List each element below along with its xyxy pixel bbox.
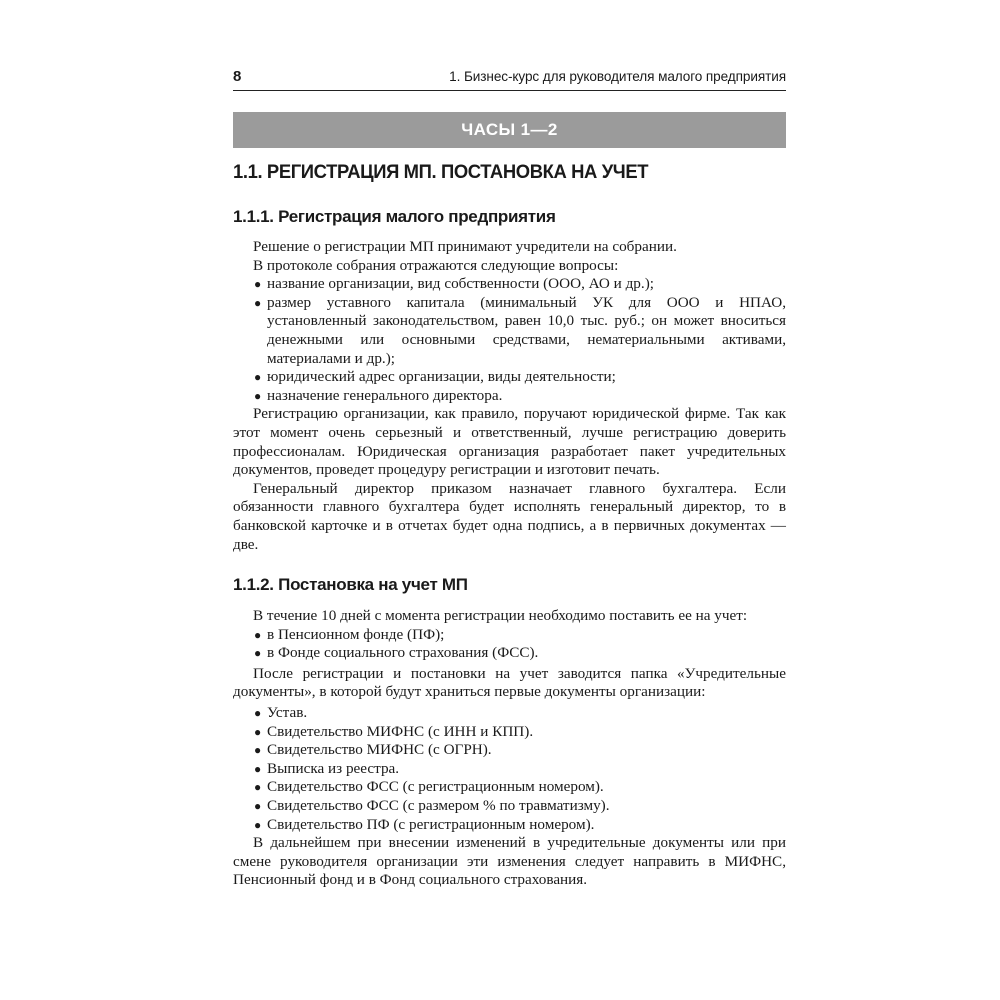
list-item: ● в Фонде социального страхования (ФСС).: [254, 644, 539, 662]
page-number: 8: [233, 68, 242, 85]
book-page: [233, 68, 786, 890]
bullet-icon: ●: [254, 743, 262, 758]
bullet-icon: ●: [254, 724, 262, 739]
running-head: [233, 68, 786, 91]
hours-banner: [233, 112, 786, 148]
bullet-list: [233, 275, 786, 405]
bullet-icon: ●: [254, 817, 262, 832]
documents-list: [233, 704, 786, 834]
list-item: ● назначение генерального директора.: [254, 386, 503, 404]
paragraph: После регистрации и постановки на учет заводится папка «Учредительные документы», в которой будут храниться первые документы организации:: [233, 664, 786, 701]
paragraph: Регистрацию организации, как правило, поручают юридической фирме. Так как этот момент очень серьезный и ответственный, лучше регистрацию доверить профессионалам. Юридическая организация разработает пакет учредительных документов, проведет процедуру регистрации и изготовит печать.: [233, 405, 786, 479]
bullet-icon: ●: [254, 295, 262, 310]
bullet-icon: ●: [254, 780, 262, 795]
paragraph: Решение о регистрации МП принимают учредители на собрании.: [253, 238, 677, 255]
list-item: ● Устав.: [254, 704, 308, 722]
bullet-icon: ●: [254, 706, 262, 721]
bullet-list: [233, 626, 786, 663]
list-item: ● Свидетельство ФСС (с регистрационным номером).: [254, 778, 604, 796]
paragraph: В дальнейшем при внесении изменений в учредительные документы или при смене руководителя организации эти изменения следует направить в МИФНС, Пенсионный фонд и в Фонд социального страхования.: [233, 834, 786, 889]
paragraph: Генеральный директор приказом назначает главного бухгалтера. Если обязанности главного бухгалтера будет исполнять генеральный директор, то в банковской карточке и в отчетах будет одна подпись, а в первичных документах — две.: [233, 479, 786, 553]
section-title: 1.1. РЕГИСТРАЦИЯ МП. ПОСТАНОВКА НА УЧЕТ: [233, 162, 649, 183]
subsection-title-registration: 1.1.1. Регистрация малого предприятия: [233, 207, 556, 226]
list-item: ● Свидетельство ФСС (с размером % по травматизму).: [254, 797, 610, 815]
running-title: 1. Бизнес-курс для руководителя малого предприятия: [449, 69, 786, 84]
hours-banner-label: ЧАСЫ 1—2: [461, 120, 558, 139]
list-item: ● размер уставного капитала (минимальный УК для ООО и НПАО, установленный законодательством, равен 10,0 тыс. руб.; он может вноситься денежными или основными средствами, нематериальными активами, материалами и др.);: [254, 293, 786, 367]
bullet-icon: ●: [254, 799, 262, 814]
list-item: ● название организации, вид собственности (ООО, АО и др.);: [254, 275, 654, 293]
list-item: ● в Пенсионном фонде (ПФ);: [254, 625, 445, 643]
paragraph: В течение 10 дней с момента регистрации необходимо поставить ее на учет:: [253, 607, 748, 625]
list-item: ● юридический адрес организации, виды деятельности;: [254, 368, 616, 386]
bullet-icon: ●: [254, 627, 262, 642]
list-item: ● Свидетельство ПФ (с регистрационным номером).: [254, 815, 595, 833]
subsection-title-tax-registration: 1.1.2. Постановка на учет МП: [233, 575, 468, 595]
bullet-icon: ●: [254, 388, 262, 403]
tax-registration-body: [233, 607, 786, 890]
list-item: ● Свидетельство МИФНС (с ИНН и КПП).: [254, 722, 534, 740]
list-item: ● Выписка из реестра.: [254, 759, 400, 777]
list-item: ● Свидетельство МИФНС (с ОГРН).: [254, 741, 492, 759]
bullet-icon: ●: [254, 761, 262, 776]
paragraph: В протоколе собрания отражаются следующие вопросы:: [253, 256, 619, 274]
bullet-icon: ●: [254, 646, 262, 661]
registration-body: [233, 238, 786, 554]
bullet-icon: ●: [254, 277, 262, 292]
bullet-icon: ●: [254, 370, 262, 385]
